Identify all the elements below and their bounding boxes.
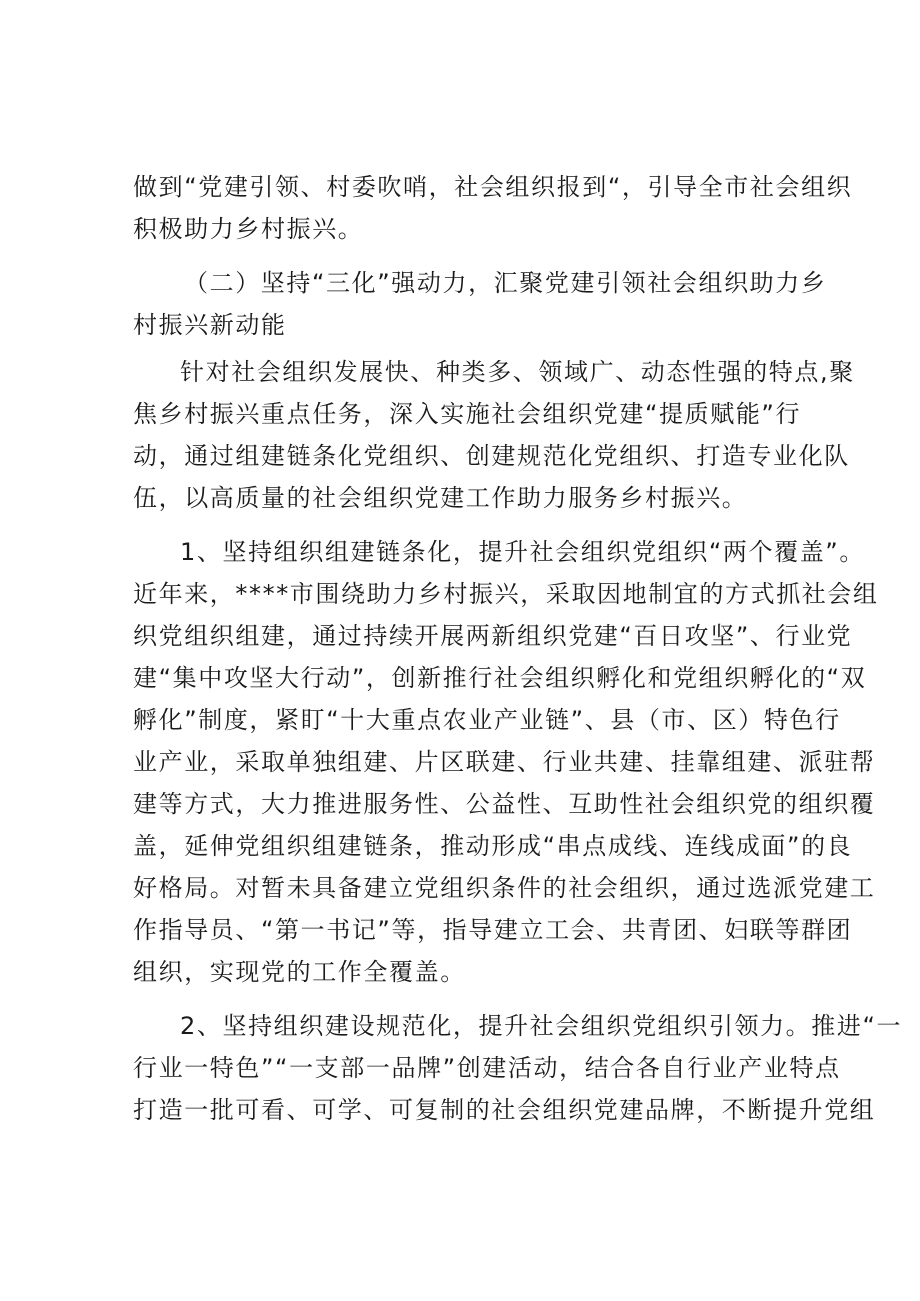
paragraph-2-line-1: 针对社会组织发展快、种类多、领域广、动态性强的特点,聚: [180, 358, 855, 386]
section-heading-line-2: 村振兴新动能: [133, 311, 287, 339]
paragraph-3-line-3: 织党组织组建，通过持续开展两新组织党建“百日攻坚”、行业党: [133, 622, 853, 650]
paragraph-4-line-2: 行业一特色”“一支部一品牌”创建活动，结合各自行业产业特点: [133, 1054, 841, 1082]
paragraph-2-line-4: 伍，以高质量的社会组织党建工作助力服务乡村振兴。: [133, 484, 748, 512]
section-heading-line-1: （二）坚持“三化”强动力，汇聚党建引领社会组织助力乡: [184, 269, 827, 297]
paragraph-3-line-9: 好格局。对暂未具备建立党组织条件的社会组织，通过选派党建工: [133, 874, 876, 902]
paragraph-3-line-10: 作指导员、“第一书记”等，指导建立工会、共青团、妇联等群团: [133, 916, 853, 944]
paragraph-3-line-7: 建等方式，大力推进服务性、公益性、互助性社会组织党的组织覆: [133, 790, 876, 818]
paragraph-3-line-11: 组织，实现党的工作全覆盖。: [133, 958, 466, 986]
paragraph-1-line-2: 积极助力乡村振兴。: [133, 215, 364, 243]
paragraph-3-line-1: 1、坚持组织组建链条化，提升社会组织党组织“两个覆盖”。: [180, 538, 865, 566]
paragraph-2-line-2: 焦乡村振兴重点任务，深入实施社会组织党建“提质赋能”行: [133, 400, 802, 428]
paragraph-3-line-5: 孵化”制度，紧盯“十大重点农业产业链”、县（市、区）特色行: [133, 706, 841, 734]
paragraph-3-line-2: 近年来，****市围绕助力乡村振兴，采取因地制宜的方式抓社会组: [133, 580, 879, 608]
paragraph-3-line-6: 业产业，采取单独组建、片区联建、行业共建、挂靠组建、派驻帮: [133, 748, 876, 776]
paragraph-2-line-3: 动，通过组建链条化党组织、创建规范化党组织、打造专业化队: [133, 442, 850, 470]
paragraph-3-line-4: 建“集中攻坚大行动”，创新推行社会组织孵化和党组织孵化的“双: [133, 664, 867, 692]
paragraph-3-line-8: 盖，延伸党组织组建链条，推动形成“串点成线、连线成面”的良: [133, 832, 853, 860]
paragraph-1-line-1: 做到“党建引领、村委吹哨，社会组织报到“，引导全市社会组织: [133, 173, 853, 201]
paragraph-4-line-3: 打造一批可看、可学、可复制的社会组织党建品牌，不断提升党组: [133, 1096, 876, 1124]
paragraph-4-line-1: 2、坚持组织建设规范化，提升社会组织党组织引领力。推进“一: [180, 1012, 903, 1040]
